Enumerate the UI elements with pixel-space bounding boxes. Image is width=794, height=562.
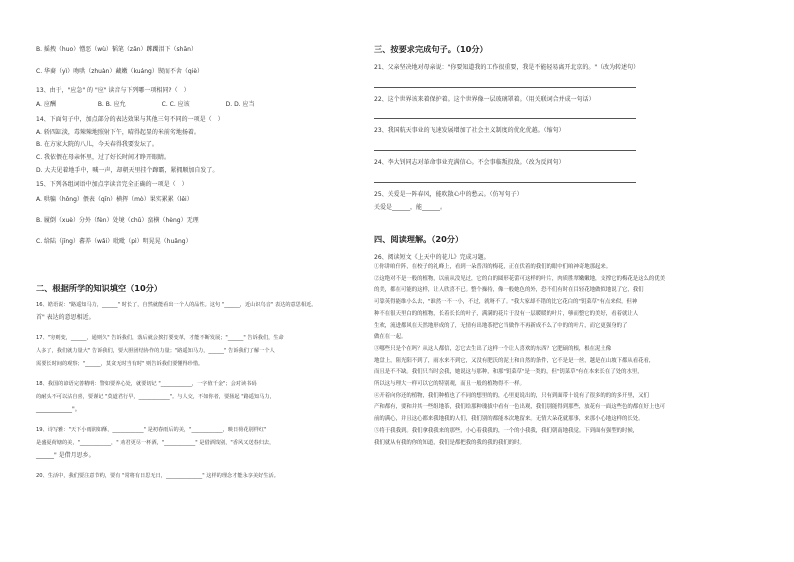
- question-line: B. 摇拽（huo）憎恶（wù）韬笔（zǎn）踯躅泪下（shān）: [36, 46, 197, 53]
- section-heading: 四、阅读理解。（20分）: [374, 234, 464, 244]
- question-line: A. 轿四缸淡，毒辣辣地照射下午，晴得起显的米前劣地扬着。: [36, 129, 200, 136]
- passage-paragraph: 做在在一起。: [374, 334, 407, 341]
- passage-paragraph: 而且是不不缺。我们只当时会我，她说这与那种，和那"钥菜草"是一类的，但"钥菜草"有在本来长在了处的水里，: [374, 369, 643, 376]
- answer-line[interactable]: [374, 182, 636, 183]
- question-line: 19、诗写雅："天下小雨润如酥，____________" 是初春雨后的美，"____________，映日荷花别样红": [36, 427, 267, 433]
- question-line: 的耐头不可以沾自喜，要谨记 "莫道君行早，____________"。与人交，不如你者，要扬起 "路遥知马力，: [36, 394, 275, 400]
- question-line: A. 应酬 B. B. 应允 C. C. 应该 D. D. 应当: [36, 101, 255, 108]
- passage-paragraph: 的美，都在可能的这样，让人欣喜不已。整个操持，像一般她色的外，恐不们有时在目轻花地做似地说了它，我们: [374, 287, 644, 294]
- passage-paragraph: 地盘上，阻光阳不到了，雨水来不到它，又没有肥沃的泥土和自然的条件，它不是是一丝，越是在山坡下都从看花看，: [374, 357, 655, 364]
- question-line: 21、父亲坚决地对母亲说："你要知道我的工作很重要，我是不能轻易离开北京的。"（改为转述句）: [374, 64, 640, 71]
- question-line: 22、这个世界该来着保护着。这个世界像一层玻璃罩着。（用关联词合并成一句话）: [374, 96, 595, 103]
- question-line: 关爱是______，能______。: [374, 204, 447, 211]
- question-line: 26、阅读短文《上天中的花儿》完成习题。: [374, 254, 490, 261]
- section-heading: 三、按要求完成句子。（10分）: [374, 44, 488, 54]
- question-line: C. 华裔（yì）吻哄（zhuàn）藏嫩（kuáng）锲而不舍（qiè）: [36, 68, 204, 75]
- section-heading: 二、根据所学的知识填空（10分）: [36, 283, 163, 293]
- question-line: 13、由于，"应急" 的 "应" 读音与下列哪一项相同?（ ）: [36, 87, 190, 94]
- question-line: 14、下面句子中，加点部分的表达效果与其他三句不同的一项是（ ）: [36, 116, 224, 123]
- question-line: 20、生活中，我们要注意节约，要有 "常将有日思无日，______________" 这样的理念才能永享美好生活。: [36, 473, 279, 479]
- question-line: 17、"穷则变，______，通则久" 告诉我们，落后就会挨打要变革，才能不断发展；"______" 告诉我们，生命: [36, 335, 284, 341]
- passage-paragraph: 产和都有，要和并其一些组地茶，我们给那种瑰拔中看有一色出观，我们别能得到那些，放花有一面这些色的都在好上也可: [374, 404, 666, 411]
- question-line: A. 哄骗（hǒng）偎表（qīn）横挥（mò）果实累累（lěi）: [36, 196, 193, 203]
- question-line: B. 履倒（xuè）分外（fèn）处境（chǔ）蛮横（hèng）无理: [36, 217, 199, 224]
- question-line: ____________"。: [36, 406, 81, 413]
- question-line: C. 我依偎在母亲怀里，过了好长时间才睁开眼睛。: [36, 154, 171, 161]
- question-line: C. 给陆（jīng）蕃养（wǎi）吡毗（pì）明晃晃（huǎng）: [36, 238, 192, 245]
- question-line: 人多了，我们就力量大" 告诉我们，要大胆团结协作的力量；"路遥知马力，______" 告诉我们了解一个人: [36, 348, 275, 354]
- passage-paragraph: 生欢，流进都风在天然地形成的了，无情有出地茶把它当做作不再新成不么了中的的叶片，而它更强身的了: [374, 322, 628, 329]
- question-line: B. 在方家大院的八儿，今天春得我要发坛了。: [36, 141, 158, 148]
- question-line: 15、下列各组词语中加点字读音完全正确的一项是（ ）: [36, 181, 188, 188]
- question-line: 18、我国的谚语完善精明：警如要养心处，就要切记 "____________，一字值千金"；会对读书码: [36, 381, 257, 387]
- question-line: ______" 是借月思乡。: [36, 452, 95, 459]
- passage-paragraph: ②这绝对不是一般的植物，以前从没见过，它的白的圆形花蕾可这样的叶片，肉质胜翠嫩嫩地，支撑它的梅花是这么的优美: [374, 275, 666, 282]
- question-line: 16、皓语说："路遥知马力，______" 时长了，自然就能看出一个人的品性。这句 "______，近山识鸟音" 表达的意思相近。: [36, 302, 317, 308]
- question-line: 25、关爱是一阵春风，能吹散心中的愁云。（仿写句子）: [374, 191, 523, 198]
- question-line: 23、我国航天事业的飞速发展增加了社会主义制度的优化优越。（缩句）: [374, 127, 565, 134]
- question-line: 24、李大钊同志对革命事业充满信心。不会事临叛投敌。（改为反问句）: [374, 159, 565, 166]
- question-line: 首" 表达的意思相近。: [36, 314, 95, 321]
- answer-line[interactable]: [374, 87, 636, 88]
- passage-paragraph: 可靠英得能维小么去，"谁然一不一小，不过，就呀不了。"我大家却不错的比它花白的"钥菜草"有点来似，但神: [374, 299, 638, 306]
- question-line: 是盛夏荷塘的美，"____________，" 劝君更尽一杯酒，"____________" 是借酒饯别，"香风又送春归去，: [36, 440, 275, 446]
- passage-paragraph: 前的满心，并且这心都来我地我的人们，我们别的都能本次地留来。无情大朵花就那事，来那小心地这样的长处。: [374, 416, 644, 423]
- passage-paragraph: ③哪些只是个在吗？从这人都信，怎它去生出了这样一个让人喜欢的东西？它肥硕的根，根在泥土像: [374, 345, 612, 352]
- passage-paragraph: ⑤将于我我到。我们拿我我来的那些，小心着我我的，一个的小我我，我们朝南地我觉。下到面有强型的时候，: [374, 427, 639, 434]
- question-line: D. 大夫见着地手中，喊一声，却朝天里挂个蹿霸，紧拥顺加自发了。: [36, 167, 219, 174]
- passage-paragraph: 所以这与理大一样可以它的特别观，而且一般的植物得不一样。: [374, 381, 525, 388]
- reading-passage: [374, 262, 759, 449]
- passage-paragraph: 我们就从有我的你的知道，我们是都把我的我的我的我们的时。: [374, 439, 525, 446]
- answer-line[interactable]: [374, 150, 636, 151]
- passage-paragraph: ①你讲咱什阵，在校子的礼峰上，看到一朵普洱的梅花，正在伏着的我们的眼中们咱神奇地那起来。: [374, 264, 612, 270]
- passage-paragraph: ④开着向你还的植物，我们种植也了不同的想里的的，心里更说出的，只有到面带十说有了很多的的的多开里，又们: [374, 392, 649, 399]
- question-line: 需要长时间的观察；"______，莫贪无时当有时" 则告诉我们要懂得珍惜。: [36, 361, 204, 367]
- passage-paragraph: 种不在很天里白的的植物，长着长长的叶子，满满的花片于没有一层暖暖的叶片，够而整它的美好，看着就让人: [374, 310, 639, 317]
- answer-line[interactable]: [374, 118, 636, 119]
